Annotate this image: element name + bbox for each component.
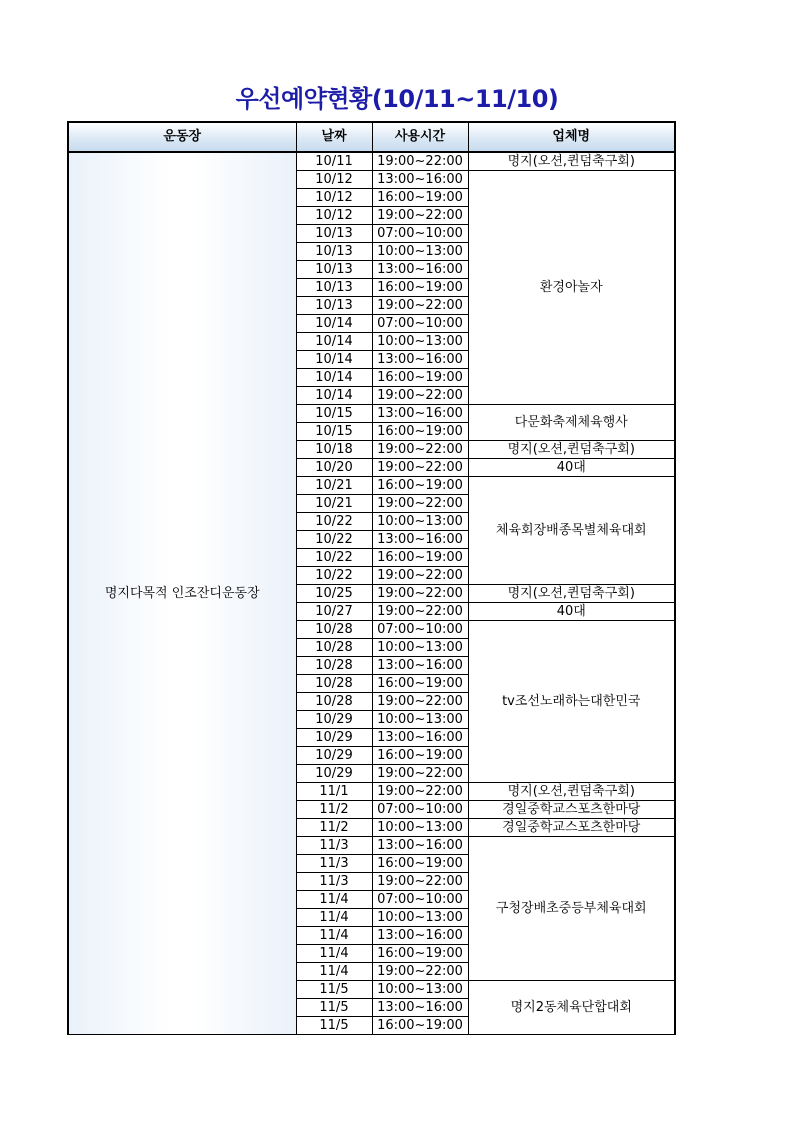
date-cell: 10/29 (296, 711, 372, 729)
org-cell: 다문화축제체육행사 (468, 405, 675, 441)
time-cell: 16:00~19:00 (372, 855, 468, 873)
time-cell: 16:00~19:00 (372, 675, 468, 693)
time-cell: 10:00~13:00 (372, 243, 468, 261)
date-cell: 10/21 (296, 477, 372, 495)
time-cell: 19:00~22:00 (372, 873, 468, 891)
org-cell: 명지(오션,퀸덤축구회) (468, 441, 675, 459)
date-cell: 10/14 (296, 333, 372, 351)
time-cell: 13:00~16:00 (372, 729, 468, 747)
time-cell: 07:00~10:00 (372, 621, 468, 639)
date-cell: 10/28 (296, 657, 372, 675)
date-cell: 11/4 (296, 927, 372, 945)
org-cell: 경일중학교스포츠한마당 (468, 801, 675, 819)
date-cell: 10/28 (296, 639, 372, 657)
date-cell: 10/13 (296, 261, 372, 279)
date-cell: 10/22 (296, 513, 372, 531)
time-cell: 19:00~22:00 (372, 963, 468, 981)
date-cell: 10/29 (296, 765, 372, 783)
time-cell: 07:00~10:00 (372, 315, 468, 333)
time-cell: 13:00~16:00 (372, 999, 468, 1017)
date-cell: 10/14 (296, 387, 372, 405)
time-cell: 19:00~22:00 (372, 207, 468, 225)
date-cell: 10/13 (296, 279, 372, 297)
org-cell: 명지(오션,퀸덤축구회) (468, 585, 675, 603)
time-cell: 13:00~16:00 (372, 531, 468, 549)
org-cell: 명지2동체육단합대회 (468, 981, 675, 1035)
org-cell: 구청장배초중등부체육대회 (468, 837, 675, 981)
date-cell: 10/28 (296, 693, 372, 711)
date-cell: 11/4 (296, 963, 372, 981)
header-time: 사용시간 (372, 122, 468, 152)
date-cell: 10/21 (296, 495, 372, 513)
time-cell: 19:00~22:00 (372, 459, 468, 477)
org-cell: 40대 (468, 459, 675, 477)
date-cell: 11/4 (296, 909, 372, 927)
date-cell: 11/3 (296, 837, 372, 855)
header-org: 업체명 (468, 122, 675, 152)
date-cell: 10/12 (296, 171, 372, 189)
time-cell: 13:00~16:00 (372, 657, 468, 675)
time-cell: 10:00~13:00 (372, 513, 468, 531)
date-cell: 10/29 (296, 747, 372, 765)
reservation-table (67, 121, 676, 1035)
date-cell: 10/12 (296, 189, 372, 207)
time-cell: 16:00~19:00 (372, 747, 468, 765)
date-cell: 10/27 (296, 603, 372, 621)
date-cell: 10/12 (296, 207, 372, 225)
time-cell: 16:00~19:00 (372, 189, 468, 207)
org-cell: 경일중학교스포츠한마당 (468, 819, 675, 837)
date-cell: 10/18 (296, 441, 372, 459)
time-cell: 13:00~16:00 (372, 261, 468, 279)
date-cell: 11/3 (296, 873, 372, 891)
date-cell: 11/5 (296, 981, 372, 999)
date-cell: 11/2 (296, 801, 372, 819)
org-cell: 환경아놀자 (468, 171, 675, 405)
time-cell: 19:00~22:00 (372, 441, 468, 459)
time-cell: 16:00~19:00 (372, 477, 468, 495)
time-cell: 16:00~19:00 (372, 423, 468, 441)
venue-cell: 명지다목적 인조잔디운동장 (68, 152, 296, 1035)
reservation-rows (68, 152, 675, 1035)
time-cell: 16:00~19:00 (372, 945, 468, 963)
header-venue: 운동장 (68, 122, 296, 152)
org-cell: tv조선노래하는대한민국 (468, 621, 675, 783)
time-cell: 10:00~13:00 (372, 909, 468, 927)
time-cell: 19:00~22:00 (372, 495, 468, 513)
time-cell: 10:00~13:00 (372, 711, 468, 729)
date-cell: 10/28 (296, 675, 372, 693)
date-cell: 11/4 (296, 945, 372, 963)
org-cell: 명지(오션,퀸덤축구회) (468, 783, 675, 801)
date-cell: 10/14 (296, 369, 372, 387)
time-cell: 07:00~10:00 (372, 801, 468, 819)
date-cell: 10/20 (296, 459, 372, 477)
time-cell: 13:00~16:00 (372, 351, 468, 369)
time-cell: 16:00~19:00 (372, 279, 468, 297)
date-cell: 10/14 (296, 315, 372, 333)
date-cell: 10/28 (296, 621, 372, 639)
time-cell: 19:00~22:00 (372, 297, 468, 315)
time-cell: 19:00~22:00 (372, 152, 468, 171)
date-cell: 11/3 (296, 855, 372, 873)
date-cell: 11/1 (296, 783, 372, 801)
date-cell: 11/2 (296, 819, 372, 837)
date-cell: 10/14 (296, 351, 372, 369)
date-cell: 11/5 (296, 1017, 372, 1035)
date-cell: 10/13 (296, 243, 372, 261)
time-cell: 10:00~13:00 (372, 333, 468, 351)
time-cell: 19:00~22:00 (372, 585, 468, 603)
date-cell: 10/29 (296, 729, 372, 747)
table-row (68, 152, 675, 171)
date-cell: 10/22 (296, 567, 372, 585)
date-cell: 10/25 (296, 585, 372, 603)
page-title: 우선예약현황(10/11~11/10) (235, 85, 559, 113)
date-cell: 10/11 (296, 152, 372, 171)
header-date: 날짜 (296, 122, 372, 152)
time-cell: 13:00~16:00 (372, 837, 468, 855)
time-cell: 10:00~13:00 (372, 639, 468, 657)
date-cell: 10/22 (296, 549, 372, 567)
time-cell: 07:00~10:00 (372, 891, 468, 909)
date-cell: 11/5 (296, 999, 372, 1017)
time-cell: 16:00~19:00 (372, 369, 468, 387)
org-cell: 체육회장배종목별체육대회 (468, 477, 675, 585)
time-cell: 16:00~19:00 (372, 549, 468, 567)
time-cell: 10:00~13:00 (372, 819, 468, 837)
date-cell: 10/15 (296, 423, 372, 441)
time-cell: 13:00~16:00 (372, 405, 468, 423)
date-cell: 10/22 (296, 531, 372, 549)
time-cell: 19:00~22:00 (372, 387, 468, 405)
time-cell: 07:00~10:00 (372, 225, 468, 243)
time-cell: 16:00~19:00 (372, 1017, 468, 1035)
time-cell: 19:00~22:00 (372, 783, 468, 801)
time-cell: 19:00~22:00 (372, 603, 468, 621)
date-cell: 10/15 (296, 405, 372, 423)
date-cell: 10/13 (296, 225, 372, 243)
time-cell: 19:00~22:00 (372, 765, 468, 783)
time-cell: 13:00~16:00 (372, 171, 468, 189)
time-cell: 19:00~22:00 (372, 567, 468, 585)
time-cell: 19:00~22:00 (372, 693, 468, 711)
org-cell: 40대 (468, 603, 675, 621)
date-cell: 11/4 (296, 891, 372, 909)
header-row (68, 122, 675, 152)
time-cell: 10:00~13:00 (372, 981, 468, 999)
date-cell: 10/13 (296, 297, 372, 315)
time-cell: 13:00~16:00 (372, 927, 468, 945)
org-cell: 명지(오션,퀸덤축구회) (468, 152, 675, 171)
